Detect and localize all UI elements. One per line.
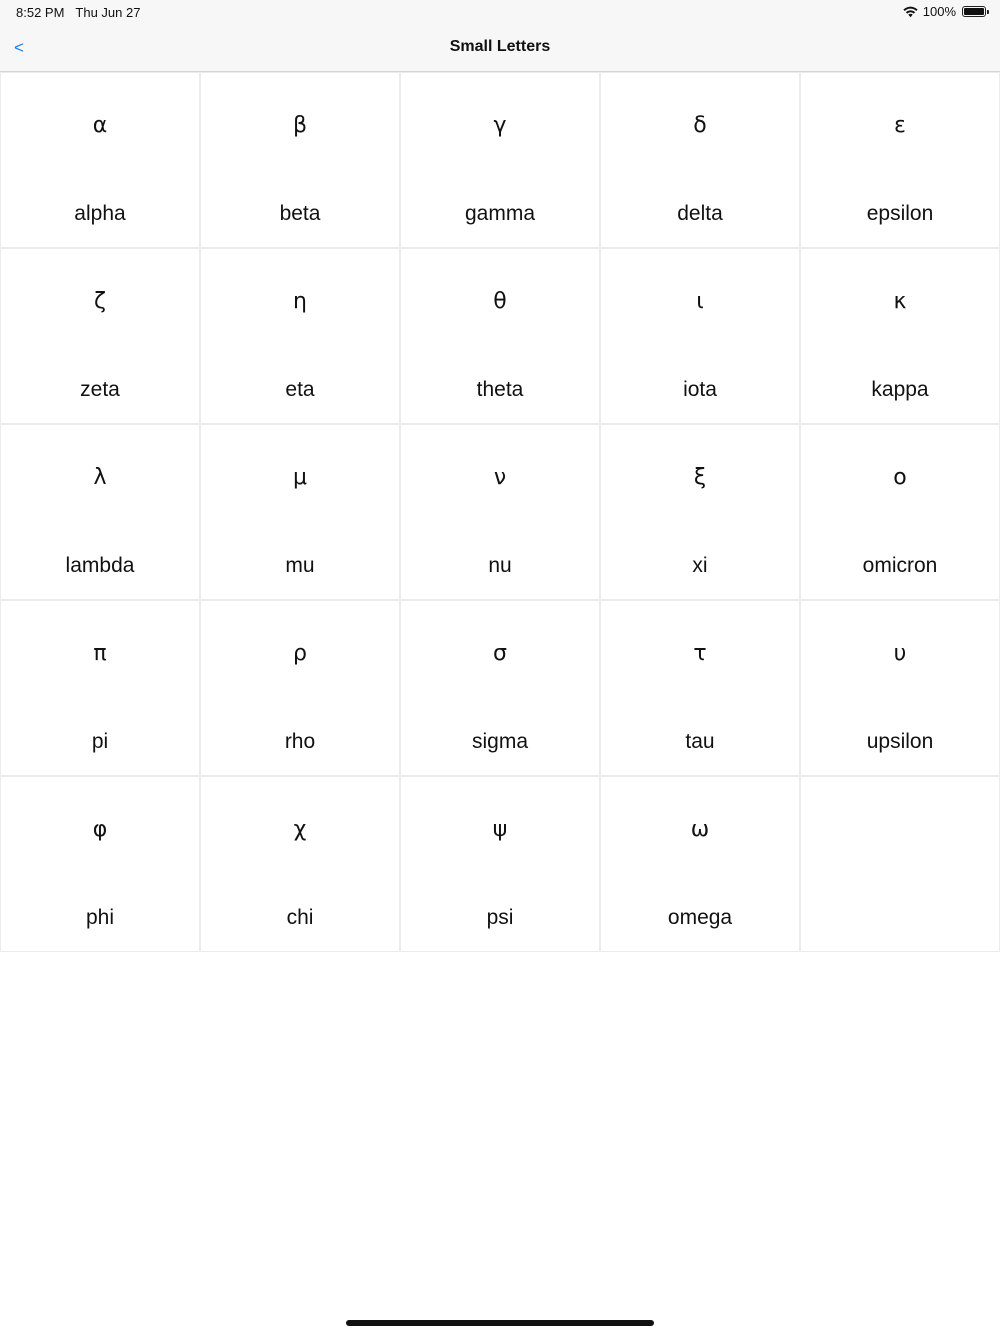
letter-name: delta xyxy=(677,202,723,225)
letter-name: kappa xyxy=(871,378,929,401)
letter-symbol: ο xyxy=(893,465,907,490)
letter-cell-chi[interactable] xyxy=(200,776,400,952)
letter-symbol: ι xyxy=(696,289,704,314)
status-date: Thu Jun 27 xyxy=(75,5,141,20)
letter-name: eta xyxy=(285,378,315,401)
letter-name: iota xyxy=(683,378,717,401)
letter-name: xi xyxy=(692,554,708,577)
letter-symbol: η xyxy=(293,289,307,314)
letter-cell-beta[interactable] xyxy=(200,72,400,248)
letter-cell-phi[interactable] xyxy=(0,776,200,952)
letter-cell-alpha[interactable] xyxy=(0,72,200,248)
letter-symbol: γ xyxy=(493,113,507,138)
letter-symbol: ξ xyxy=(693,465,707,490)
letter-cell-eta[interactable] xyxy=(200,248,400,424)
letter-symbol: δ xyxy=(693,113,707,138)
letter-symbol: χ xyxy=(293,817,307,842)
letter-cell-epsilon[interactable] xyxy=(800,72,1000,248)
letter-name: rho xyxy=(284,730,316,753)
letter-cell-lambda[interactable] xyxy=(0,424,200,600)
letter-cell-iota[interactable] xyxy=(600,248,800,424)
letter-symbol: π xyxy=(93,641,107,666)
letter-name: lambda xyxy=(65,554,135,577)
letter-name: psi xyxy=(486,906,514,929)
letter-name: chi xyxy=(286,906,314,929)
status-time: 8:52 PM xyxy=(16,5,65,20)
letter-symbol: ε xyxy=(894,113,906,138)
letter-cell-theta[interactable] xyxy=(400,248,600,424)
letter-name: alpha xyxy=(74,202,126,225)
letter-name: sigma xyxy=(471,730,529,753)
letter-name: upsilon xyxy=(866,730,934,753)
letter-symbol: θ xyxy=(493,289,507,314)
letter-symbol: ω xyxy=(690,817,710,842)
letter-symbol: α xyxy=(92,113,108,138)
status-bar xyxy=(0,0,1000,24)
battery-icon xyxy=(962,6,986,17)
page-title: Small Letters xyxy=(449,38,551,55)
letter-cell-kappa[interactable] xyxy=(800,248,1000,424)
letter-name: theta xyxy=(476,378,524,401)
letter-name: gamma xyxy=(464,202,536,225)
letter-cell-upsilon[interactable] xyxy=(800,600,1000,776)
letter-cell-nu[interactable] xyxy=(400,424,600,600)
letter-symbol: ρ xyxy=(293,641,307,666)
letter-symbol: ζ xyxy=(94,289,106,314)
letter-grid xyxy=(0,72,1000,952)
status-right xyxy=(902,4,986,19)
letter-name: zeta xyxy=(80,378,120,401)
back-button[interactable]: < xyxy=(14,38,24,57)
letter-cell-mu[interactable] xyxy=(200,424,400,600)
letter-symbol: ν xyxy=(493,465,507,490)
letter-symbol: λ xyxy=(93,465,107,490)
letter-name: tau xyxy=(685,730,715,753)
letter-name: epsilon xyxy=(866,202,934,225)
wifi-icon xyxy=(902,5,919,18)
letter-name: omicron xyxy=(862,554,938,577)
letter-name: omega xyxy=(667,906,733,929)
empty-cell xyxy=(800,776,1000,952)
letter-name: pi xyxy=(91,730,109,753)
letter-cell-omega[interactable] xyxy=(600,776,800,952)
letter-symbol: κ xyxy=(893,289,907,314)
battery-level-fill xyxy=(964,8,984,15)
letter-name: beta xyxy=(279,202,321,225)
letter-cell-gamma[interactable] xyxy=(400,72,600,248)
letter-cell-zeta[interactable] xyxy=(0,248,200,424)
letter-cell-rho[interactable] xyxy=(200,600,400,776)
letter-symbol: ψ xyxy=(492,817,508,842)
battery-nub xyxy=(987,10,989,14)
letter-symbol: υ xyxy=(893,641,907,666)
battery-percent: 100% xyxy=(922,4,956,19)
letter-symbol: φ xyxy=(92,817,108,842)
letter-cell-delta[interactable] xyxy=(600,72,800,248)
letter-symbol: τ xyxy=(693,641,707,666)
status-left xyxy=(16,5,140,20)
letter-cell-omicron[interactable] xyxy=(800,424,1000,600)
letter-name: phi xyxy=(85,906,115,929)
letter-name: nu xyxy=(488,554,512,577)
letter-symbol: β xyxy=(292,113,308,138)
letter-cell-sigma[interactable] xyxy=(400,600,600,776)
navigation-bar xyxy=(0,24,1000,72)
letter-symbol: σ xyxy=(493,641,507,666)
letter-cell-xi[interactable] xyxy=(600,424,800,600)
letter-cell-tau[interactable] xyxy=(600,600,800,776)
letter-name: mu xyxy=(285,554,315,577)
letter-cell-psi[interactable] xyxy=(400,776,600,952)
letter-symbol: μ xyxy=(293,465,307,490)
letter-cell-pi[interactable] xyxy=(0,600,200,776)
home-indicator[interactable] xyxy=(346,1320,654,1326)
